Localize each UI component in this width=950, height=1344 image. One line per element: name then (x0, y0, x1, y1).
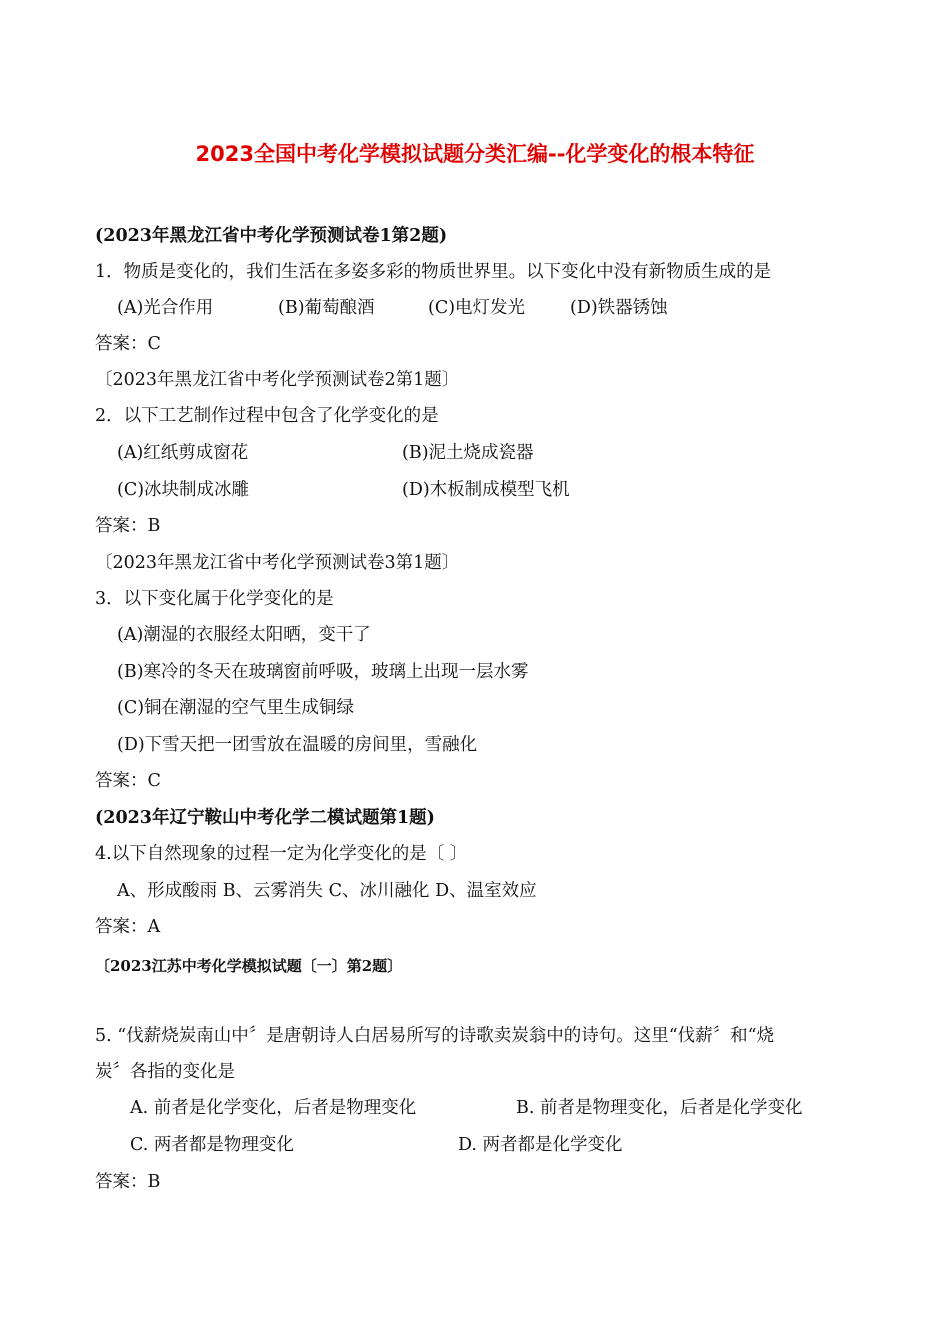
document-title: 2023全国中考化学模拟试题分类汇编--化学变化的根本特征 (195, 142, 755, 166)
q5-source: 〔2023江苏中考化学模拟试题〔一〕第2题〕 (95, 957, 403, 975)
q5-option-d: D. 两者都是化学变化 (458, 1135, 623, 1155)
q1-source: (2023年黑龙江省中考化学预测试卷1第2题) (95, 226, 448, 246)
q3-option-b: (B)寒冷的冬天在玻璃窗前呼吸，玻璃上出现一层水雾 (117, 662, 529, 682)
q5-stem-line1: 5. “伐薪烧炭南山中〞是唐朝诗人白居易所写的诗歌卖炭翁中的诗句。这里“伐薪〞和“烧 (95, 1026, 775, 1046)
q4-answer: 答案：A (95, 917, 161, 937)
q2-answer: 答案：B (95, 516, 161, 536)
q2-option-b: (B)泥土烧成瓷器 (402, 443, 534, 463)
q2-option-c: (C)冰块制成冰雕 (117, 480, 250, 500)
q4-source: (2023年辽宁鞍山中考化学二模试题第1题) (95, 808, 435, 828)
q1-option-d: (D)铁器锈蚀 (570, 298, 668, 318)
q1-option-b: (B)葡萄酿酒 (278, 298, 375, 318)
q4-options: A、形成酸雨 B、云雾消失 C、冰川融化 D、温室效应 (117, 881, 537, 901)
q3-answer: 答案：C (95, 771, 161, 791)
q3-option-d: (D)下雪天把一团雪放在温暖的房间里，雪融化 (117, 735, 478, 755)
q2-option-d: (D)木板制成模型飞机 (402, 480, 570, 500)
q1-stem: 1．物质是变化的，我们生活在多姿多彩的物质世界里。以下变化中没有新物质生成的是 (95, 262, 772, 282)
q2-stem: 2．以下工艺制作过程中包含了化学变化的是 (95, 406, 439, 426)
q1-option-c: (C)电灯发光 (428, 298, 526, 318)
q4-stem: 4.以下自然现象的过程一定为化学变化的是〔 〕 (95, 844, 468, 864)
q5-option-a: A. 前者是化学变化，后者是物理变化 (130, 1098, 417, 1118)
q5-answer: 答案：B (95, 1172, 161, 1192)
q1-option-a: (A)光合作用 (117, 298, 214, 318)
q5-option-b: B. 前者是物理变化，后者是化学变化 (516, 1098, 803, 1118)
q1-answer: 答案：C (95, 334, 161, 354)
q5-option-c: C. 两者都是物理变化 (130, 1135, 294, 1155)
q3-option-c: (C)铜在潮湿的空气里生成铜绿 (117, 698, 355, 718)
q5-stem-line2: 炭〞各指的变化是 (95, 1062, 235, 1082)
q2-source: 〔2023年黑龙江省中考化学预测试卷2第1题〕 (95, 370, 460, 390)
q2-option-a: (A)红纸剪成窗花 (117, 443, 249, 463)
q3-source: 〔2023年黑龙江省中考化学预测试卷3第1题〕 (95, 553, 460, 573)
q3-stem: 3．以下变化属于化学变化的是 (95, 589, 334, 609)
q3-option-a: (A)潮湿的衣服经太阳晒，变干了 (117, 625, 371, 645)
